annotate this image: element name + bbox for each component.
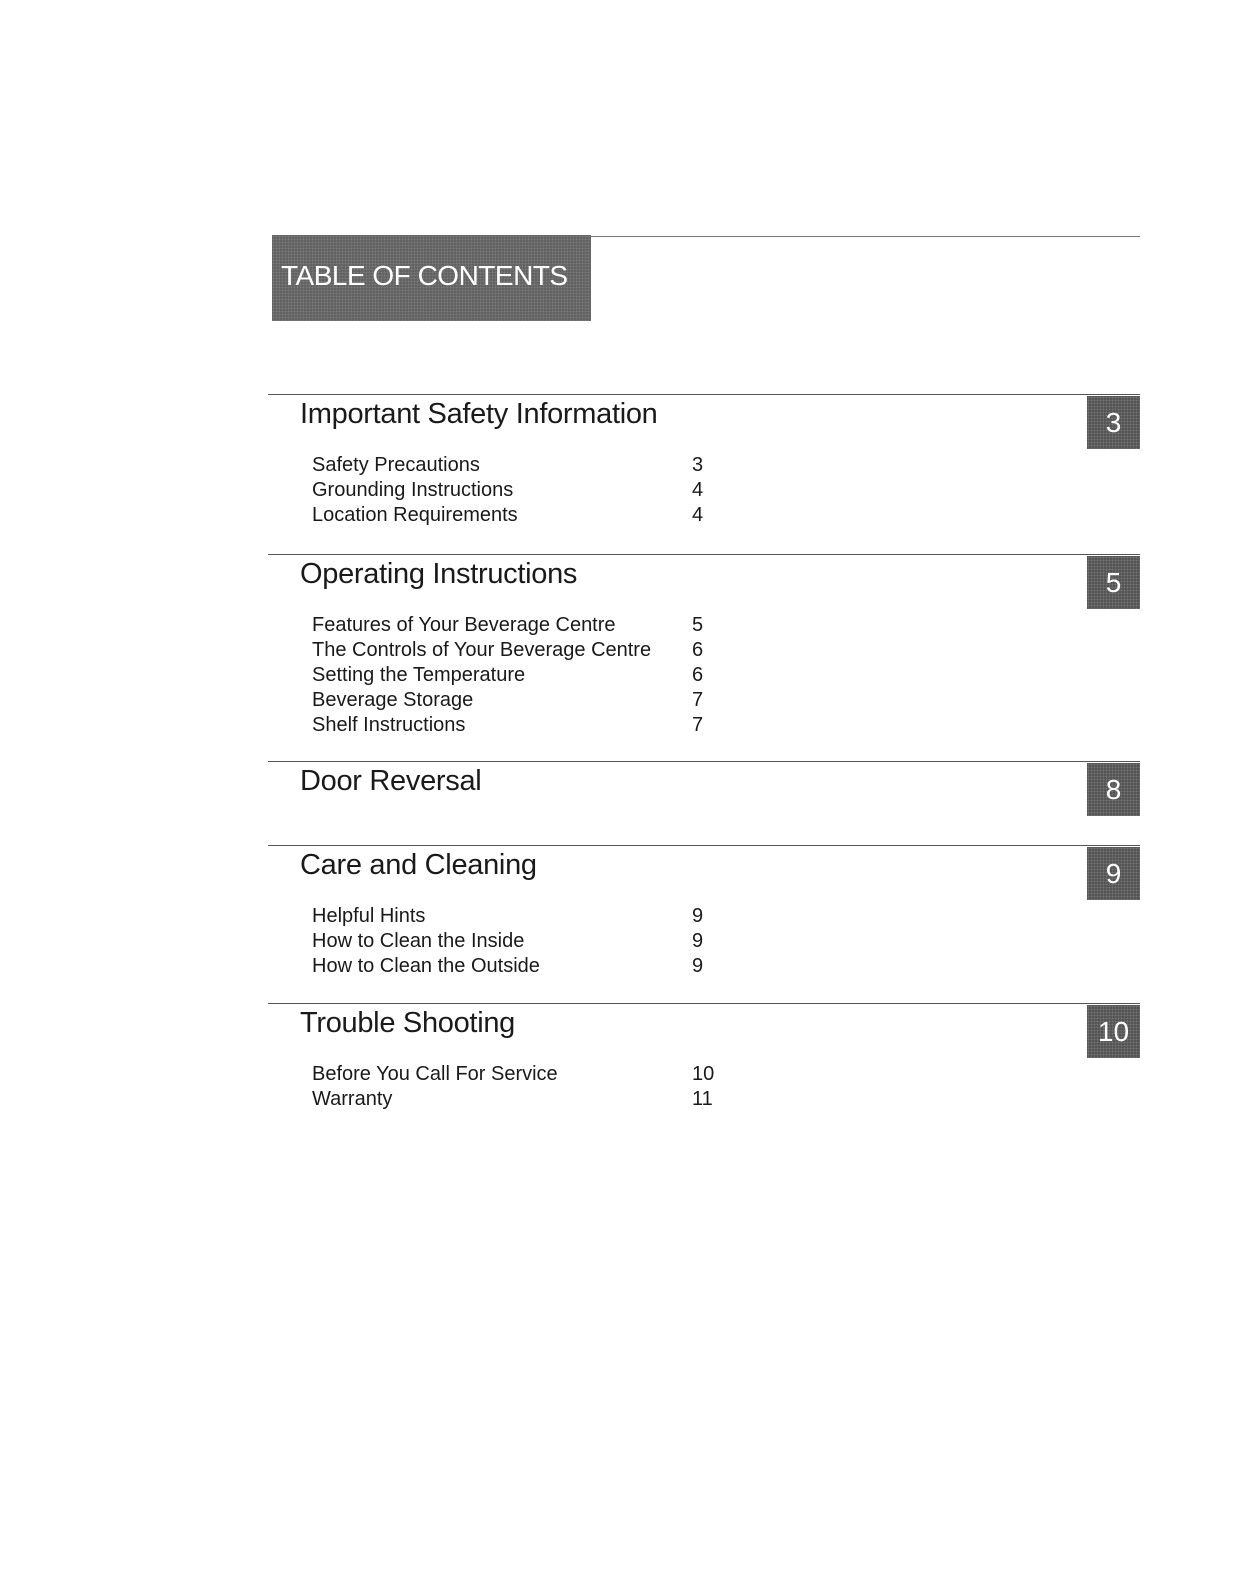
entry-page-number: 5 <box>692 614 704 636</box>
section-page-badge[interactable]: 5 <box>1087 556 1140 609</box>
toc-entry[interactable] <box>312 504 732 529</box>
entry-page-number: 7 <box>692 689 704 711</box>
entry-label: Before You Call For Service <box>312 1063 558 1085</box>
entry-page-number: 6 <box>692 664 704 686</box>
toc-entry[interactable] <box>312 930 732 955</box>
entry-page-number: 10 <box>692 1063 715 1085</box>
section-entries <box>312 905 732 980</box>
toc-entry[interactable] <box>312 905 732 930</box>
entry-label: Helpful Hints <box>312 905 426 927</box>
entry-label: Features of Your Beverage Centre <box>312 614 616 636</box>
section-divider <box>268 394 1140 395</box>
section-title[interactable]: Important Safety Information <box>300 398 658 430</box>
toc-header <box>272 235 591 321</box>
section-divider <box>268 554 1140 555</box>
entry-label: Location Requirements <box>312 504 518 526</box>
section-title[interactable]: Door Reversal <box>300 765 482 797</box>
entry-page-number: 4 <box>692 504 704 526</box>
toc-entry[interactable] <box>312 454 732 479</box>
entry-page-number: 9 <box>692 930 704 952</box>
section-page-badge[interactable]: 10 <box>1087 1005 1140 1058</box>
section-divider <box>268 761 1140 762</box>
entry-label: The Controls of Your Beverage Centre <box>312 639 652 661</box>
toc-entry[interactable] <box>312 689 732 714</box>
section-entries <box>312 614 732 739</box>
toc-entry[interactable] <box>312 614 732 639</box>
section-divider <box>268 845 1140 846</box>
toc-entry[interactable] <box>312 639 732 664</box>
entry-page-number: 4 <box>692 479 704 501</box>
section-entries <box>312 454 732 529</box>
section-entries <box>312 1063 732 1113</box>
entry-label: Grounding Instructions <box>312 479 514 501</box>
section-divider <box>268 1003 1140 1004</box>
entry-page-number: 3 <box>692 454 704 476</box>
entry-page-number: 6 <box>692 639 704 661</box>
section-page-badge[interactable]: 3 <box>1087 396 1140 449</box>
header-divider <box>586 236 1140 237</box>
toc-entry[interactable] <box>312 1063 732 1088</box>
section-page-badge[interactable]: 8 <box>1087 763 1140 816</box>
entry-label: Warranty <box>312 1088 393 1110</box>
entry-label: Setting the Temperature <box>312 664 526 686</box>
toc-entry[interactable] <box>312 714 732 739</box>
entry-page-number: 9 <box>692 905 704 927</box>
section-page-badge[interactable]: 9 <box>1087 847 1140 900</box>
entry-page-number: 7 <box>692 714 704 736</box>
toc-entry[interactable] <box>312 664 732 689</box>
entry-label: Beverage Storage <box>312 689 474 711</box>
toc-title: TABLE OF CONTENTS <box>281 260 568 291</box>
section-title[interactable]: Operating Instructions <box>300 558 578 590</box>
entry-page-number: 9 <box>692 955 704 977</box>
toc-entry[interactable] <box>312 955 732 980</box>
toc-entry[interactable] <box>312 479 732 504</box>
toc-entry[interactable] <box>312 1088 732 1113</box>
section-title[interactable]: Trouble Shooting <box>300 1007 515 1039</box>
entry-label: Shelf Instructions <box>312 714 466 736</box>
entry-label: How to Clean the Outside <box>312 955 540 977</box>
section-title[interactable]: Care and Cleaning <box>300 849 537 881</box>
entry-label: How to Clean the Inside <box>312 930 525 952</box>
entry-label: Safety Precautions <box>312 454 480 476</box>
entry-page-number: 11 <box>692 1088 713 1110</box>
